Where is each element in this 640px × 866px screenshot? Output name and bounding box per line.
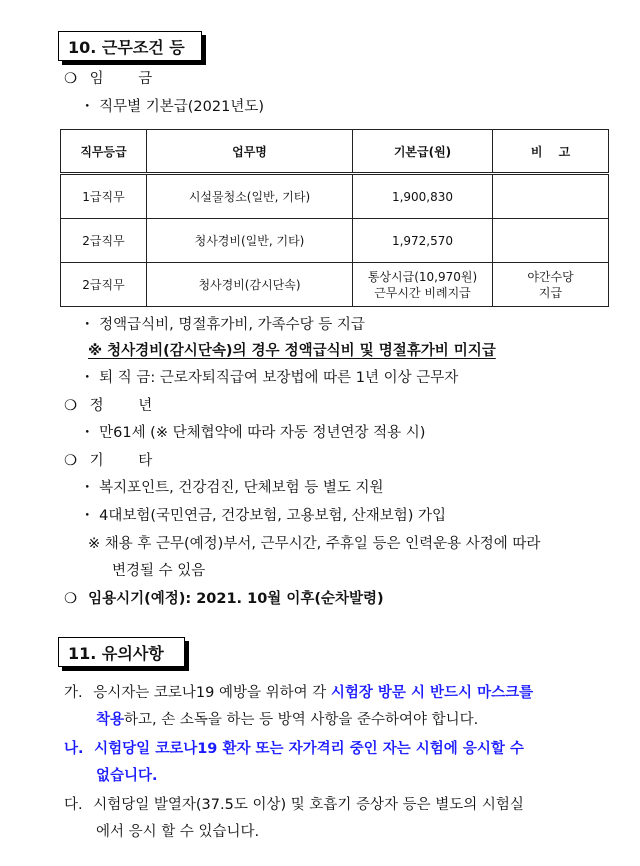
other-insurance-line: ・ 4대보험(국민연금, 건강보험, 고용보험, 산재보험) 가입 — [80, 508, 447, 524]
table-cell-pay — [353, 263, 493, 307]
other-heading-text: 기 타 — [89, 453, 153, 469]
table-cell-grade: 1급직무 — [61, 174, 147, 219]
notice-item-b-line2: 없습니다. — [96, 768, 158, 784]
notice-item-b-label: 나. — [64, 741, 84, 757]
table-cell-job: 청사경비(감시단속) — [147, 263, 353, 307]
table-cell-pay: 1,972,570 — [353, 219, 493, 263]
notice-item-a-text1: 응시자는 코로나19 예방을 위하여 각 — [93, 685, 331, 701]
wage-heading — [64, 69, 152, 89]
notice-item-b-line1 — [64, 739, 524, 759]
notice-item-a-highlight1: 시험장 방문 시 반드시 마스크를 — [330, 685, 534, 701]
table-cell-note-line1: 야간수당 — [527, 269, 574, 284]
table-header-job: 업무명 — [147, 130, 353, 174]
other-benefits-line: ・ 복지포인트, 건강검진, 단체보험 등 별도 지원 — [80, 480, 384, 496]
notice-item-a-line1 — [64, 683, 533, 703]
table-row — [61, 219, 609, 263]
wage-table — [60, 129, 609, 307]
table-row — [61, 263, 609, 307]
table-cell-grade: 2급직무 — [61, 263, 147, 307]
notice-item-c-label: 다. — [64, 797, 83, 813]
retirement-line: ・ 만61세 (※ 단체협약에 따라 자동 정년연장 적용 시) — [80, 425, 426, 441]
section-11-title — [58, 637, 185, 667]
table-cell-note — [493, 263, 609, 307]
table-row — [61, 174, 609, 219]
table-cell-note — [493, 174, 609, 219]
guard-exception-note: ※ 청사경비(감시단속)의 경우 정액급식비 및 명절휴가비 미지급 — [88, 343, 496, 359]
wage-heading-text: 임 금 — [89, 71, 153, 87]
table-header-pay: 기본급(원) — [353, 130, 493, 174]
section-11-title-text: 11. 유의사항 — [68, 643, 164, 663]
table-cell-job: 시설물청소(일반, 기타) — [147, 174, 353, 219]
other-note-line1: ※ 채용 후 근무(예정)부서, 근무시간, 주휴일 등은 인력운용 사정에 따라 — [88, 536, 541, 552]
notice-item-c-line1 — [64, 795, 524, 815]
table-header-row — [61, 130, 609, 174]
retirement-heading — [64, 396, 152, 416]
notice-item-b-text1: 시험당일 코로나19 환자 또는 자가격리 중인 자는 시험에 응시할 수 — [94, 741, 524, 757]
bullet-icon: ❍ — [64, 453, 77, 469]
notice-item-a-highlight2: 착용 — [96, 712, 125, 728]
table-cell-pay-line1: 통상시급(10,970원) — [367, 269, 478, 284]
section-10-title — [58, 31, 202, 61]
notice-item-a-label: 가. — [64, 685, 83, 701]
table-header-grade: 직무등급 — [61, 130, 147, 174]
bullet-icon: ❍ — [64, 71, 77, 87]
bullet-icon: ❍ — [64, 591, 77, 607]
severance-line: ・ 퇴 직 금: 근로자퇴직급여 보장법에 따른 1년 이상 근무자 — [80, 370, 459, 386]
wage-basic-line: ・ 직무별 기본급(2021년도) — [80, 99, 264, 115]
table-cell-pay: 1,900,830 — [353, 174, 493, 219]
table-cell-note-line2: 지급 — [538, 285, 563, 300]
wage-allowance-line: ・ 정액급식비, 명절휴가비, 가족수당 등 지급 — [80, 317, 365, 333]
notice-item-c-text1: 시험당일 발열자(37.5도 이상) 및 호흡기 증상자 등은 별도의 시험실 — [93, 797, 524, 813]
notice-item-c-line2: 에서 응시 할 수 있습니다. — [96, 824, 260, 840]
bullet-icon: ❍ — [64, 398, 77, 414]
table-header-note: 비 고 — [493, 130, 609, 174]
notice-item-a-text2: 하고, 손 소독을 하는 등 방역 사항을 준수하여야 합니다. — [124, 712, 479, 728]
table-cell-job: 청사경비(일반, 기타) — [147, 219, 353, 263]
appointment-text: 임용시기(예정): 2021. 10월 이후(순차발령) — [88, 591, 384, 607]
appointment-line — [64, 589, 384, 609]
table-cell-grade: 2급직무 — [61, 219, 147, 263]
other-note-line2: 변경될 수 있음 — [112, 563, 206, 579]
table-cell-note — [493, 219, 609, 263]
other-heading — [64, 451, 152, 471]
section-10-title-text: 10. 근무조건 등 — [68, 37, 185, 57]
table-cell-pay-line2: 근무시간 비례지급 — [374, 285, 471, 300]
notice-item-a-line2 — [96, 710, 478, 730]
retirement-heading-text: 정 년 — [89, 398, 153, 414]
